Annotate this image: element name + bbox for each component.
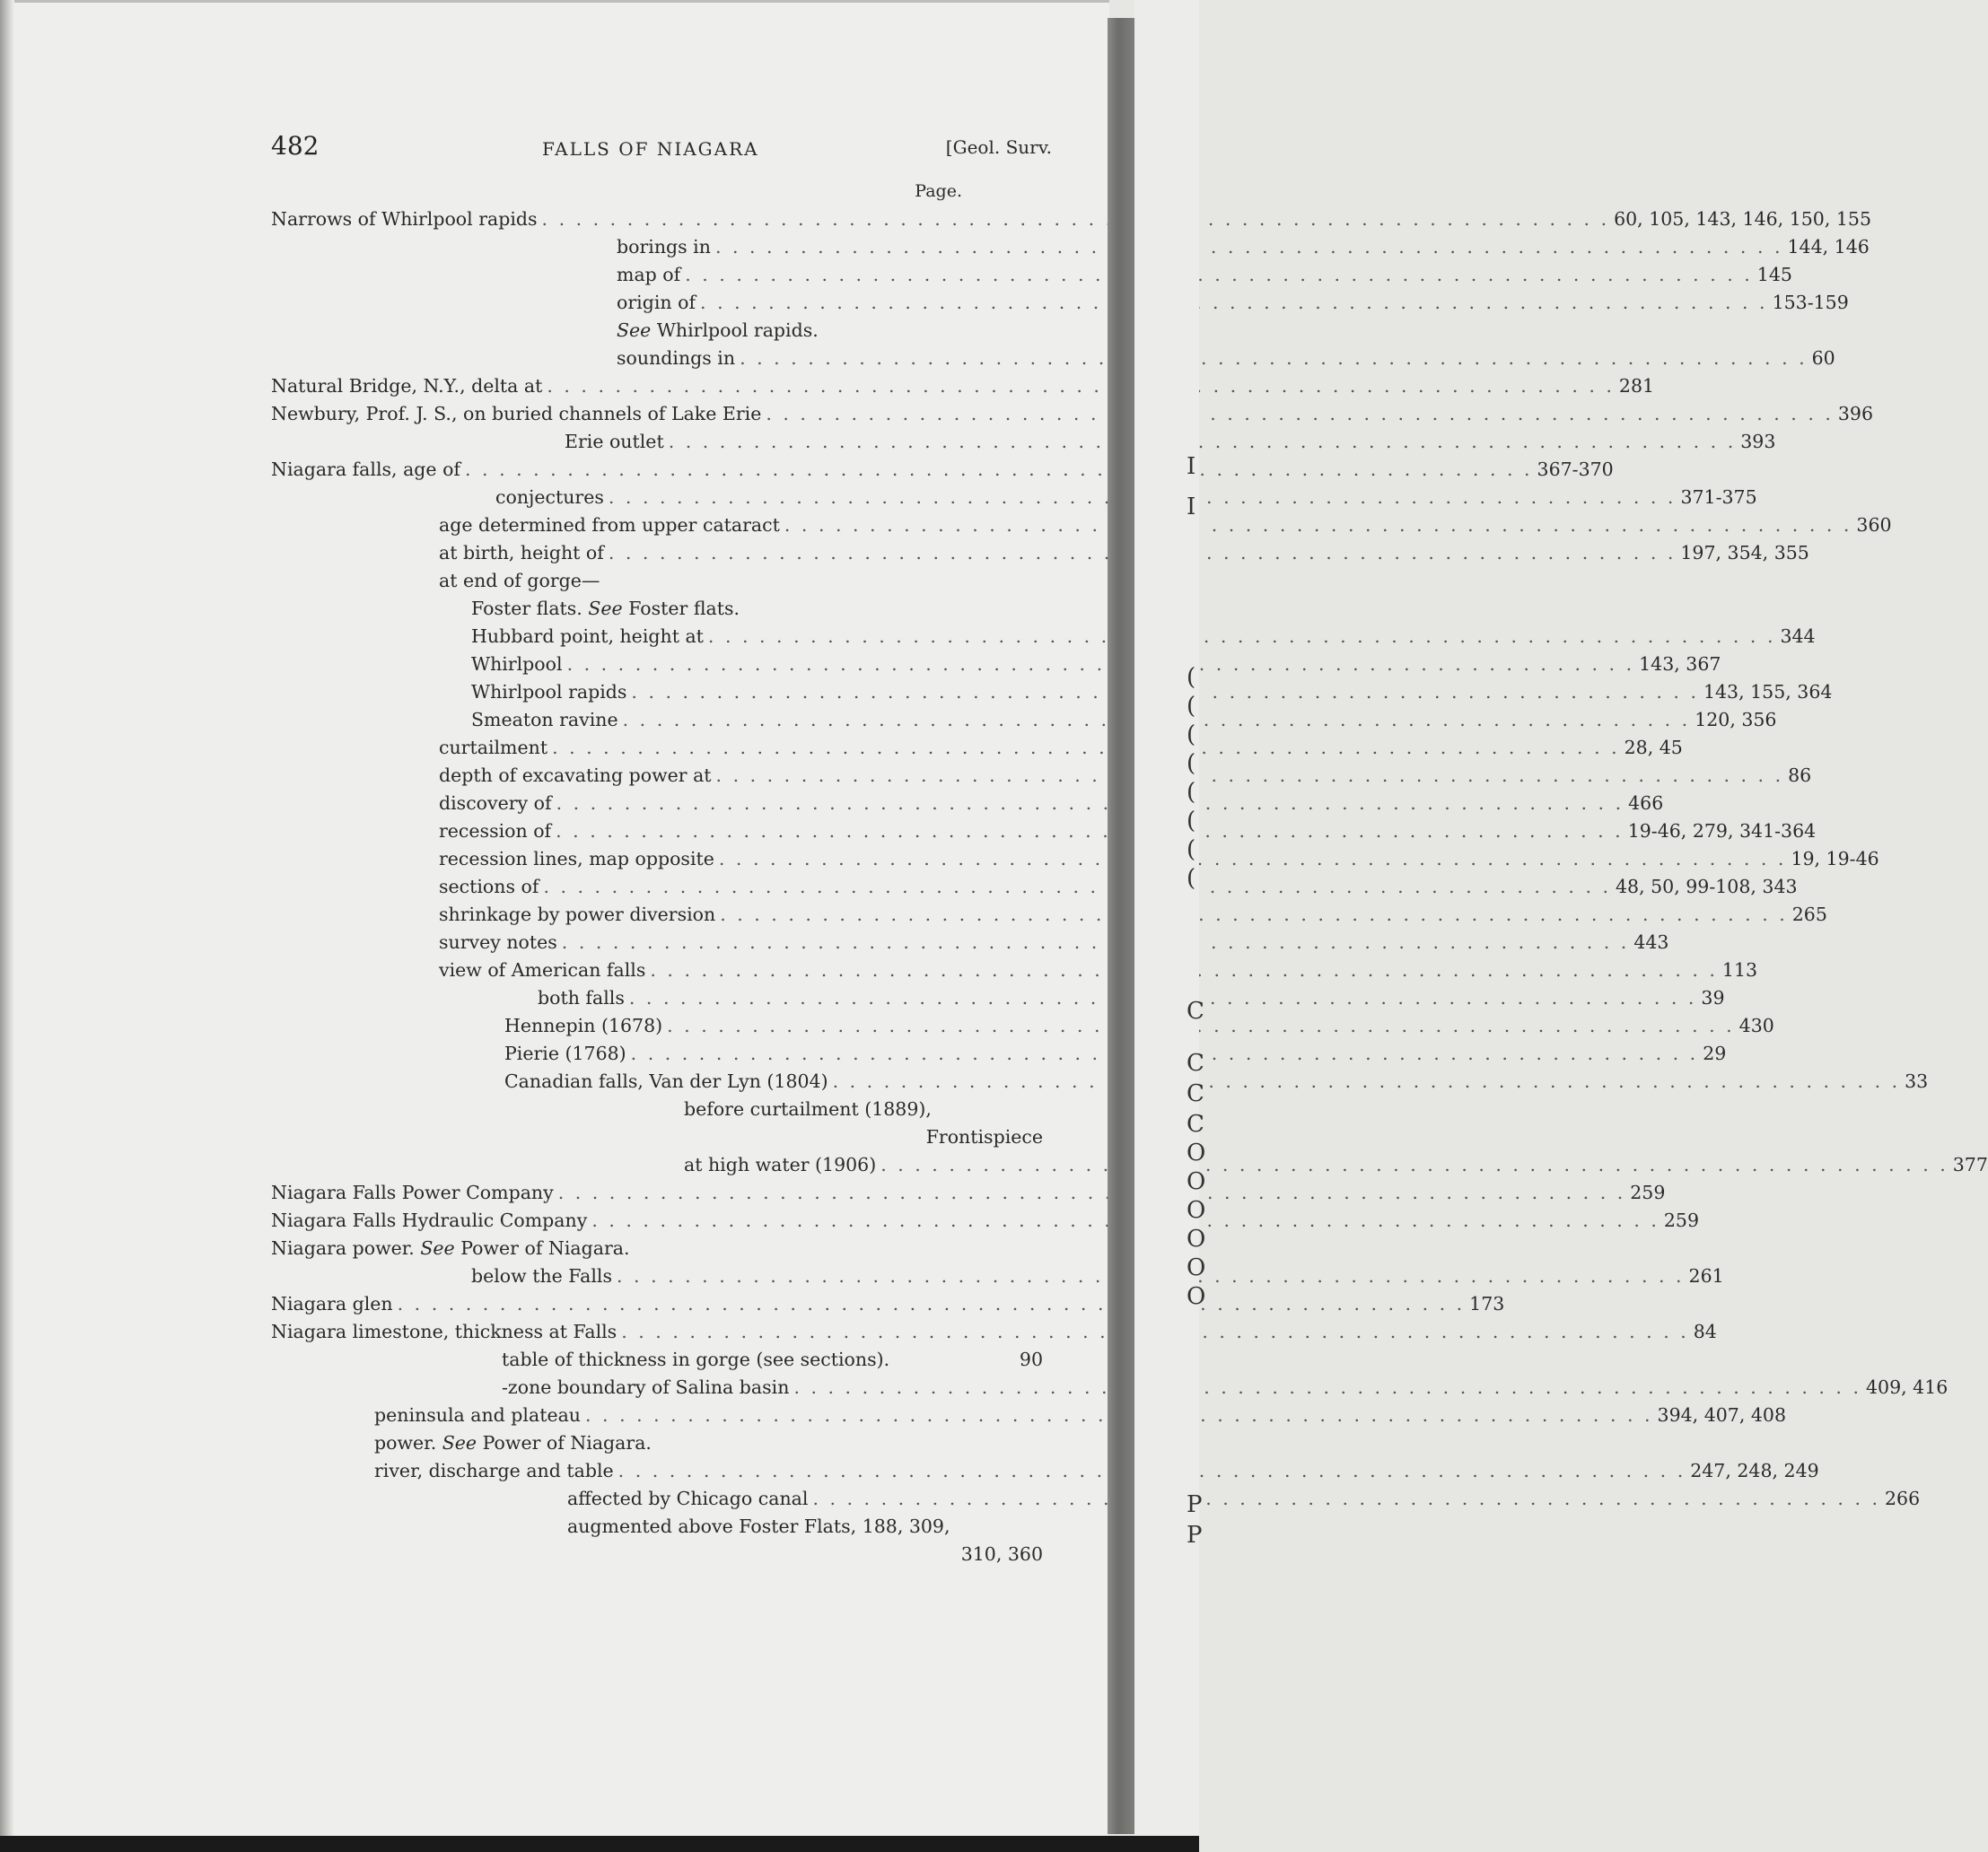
entry-heading: below the Falls [471, 1265, 612, 1287]
page-references: 86 [1788, 764, 1812, 786]
index-entry [271, 570, 1043, 598]
page-references: 281 [1618, 375, 1655, 397]
entry-text [439, 542, 604, 563]
index-entry [271, 764, 1812, 792]
entry-text [567, 1516, 950, 1537]
index-entry [271, 1349, 1043, 1376]
entry-text [567, 1488, 808, 1509]
index-entry [271, 820, 1817, 848]
page-references: 259 [1663, 1210, 1700, 1231]
running-header [271, 131, 1052, 167]
index-entry [271, 1265, 1724, 1293]
entry-heading: both falls [538, 987, 625, 1009]
entry-heading: Frontispiece [925, 1126, 1043, 1148]
adjacent-page-fragment: O [1187, 1168, 1206, 1195]
dot-leader [398, 1293, 1466, 1315]
entry-text [271, 403, 761, 424]
entry-text [502, 1349, 889, 1370]
entry-text [504, 1043, 626, 1064]
entry-heading: depth of excavating power at [439, 764, 712, 786]
entry-heading: Hennepin (1678) [504, 1015, 663, 1036]
entry-heading: Niagara falls, age of [271, 459, 460, 480]
entry-heading: power. [374, 1432, 437, 1454]
page-references: 173 [1469, 1293, 1505, 1315]
index-entry [271, 347, 1835, 375]
dot-leader [784, 514, 1852, 536]
adjacent-page-fragment: ( [1187, 750, 1196, 777]
adjacent-page-fragment: O [1187, 1283, 1206, 1310]
dot-leader [552, 737, 1620, 758]
see-reference: See [420, 1237, 455, 1259]
page-references: 197, 354, 355 [1680, 542, 1809, 563]
dot-leader [715, 236, 1783, 258]
running-title: FALLS OF NIAGARA [542, 138, 759, 160]
page-references: 409, 416 [1865, 1376, 1949, 1398]
page-references: 84 [1693, 1321, 1717, 1342]
index-entry [271, 1015, 1774, 1043]
entry-heading: conjectures [495, 486, 604, 508]
entry-heading: age determined from upper cataract [439, 514, 780, 536]
entry-text [684, 1154, 876, 1175]
dot-leader [562, 931, 1630, 953]
page-references: 19, 19-46 [1791, 848, 1879, 869]
entry-text [439, 514, 780, 536]
page-references: 90 [1019, 1349, 1043, 1370]
page-references: 60 [1811, 347, 1835, 369]
entry-heading: Smeaton ravine [471, 709, 618, 730]
index-entry [271, 709, 1777, 737]
entry-heading: Erie outlet [565, 431, 664, 452]
page-references: 443 [1633, 931, 1669, 953]
index-entry [271, 375, 1655, 403]
entry-text [271, 459, 460, 480]
entry-text [471, 681, 626, 703]
entry-heading: Niagara limestone, thickness at Falls [271, 1321, 617, 1342]
adjacent-page-fragment: O [1187, 1226, 1206, 1253]
index-entry [271, 1210, 1700, 1237]
page-references: 145 [1756, 264, 1792, 285]
page-references: 466 [1628, 792, 1664, 814]
entry-heading: Whirlpool rapids. [651, 319, 819, 341]
index-entry [271, 542, 1809, 570]
entry-heading: view of American falls [439, 959, 646, 981]
page-column-label: Page. [915, 181, 962, 201]
adjacent-page-fragment: C [1187, 1111, 1204, 1138]
entry-text [617, 292, 696, 313]
dot-leader [556, 792, 1625, 814]
entry-text [504, 1070, 828, 1092]
dot-leader [556, 820, 1624, 842]
dot-leader [719, 848, 1787, 869]
entry-text [271, 1321, 617, 1342]
adjacent-page-fragment: C [1187, 1050, 1204, 1077]
index-entry [271, 236, 1870, 264]
index-entry [271, 431, 1776, 459]
index-entry [271, 876, 1798, 904]
page-references: 377 [1952, 1154, 1988, 1175]
index-entry [271, 1460, 1819, 1488]
dot-leader [543, 876, 1611, 897]
series-note: [Geol. Surv. [945, 136, 1052, 158]
page-references: 393 [1740, 431, 1776, 452]
index-entry [271, 292, 1849, 319]
index-entry [271, 625, 1816, 653]
adjacent-page-fragment: C [1187, 1080, 1204, 1107]
page-references: 143, 155, 364 [1703, 681, 1833, 703]
dot-leader [542, 208, 1610, 230]
index-entry [271, 1321, 1717, 1349]
dot-leader [716, 764, 1784, 786]
index-entry [271, 486, 1757, 514]
index-entry [271, 737, 1683, 764]
entry-text [961, 1543, 1043, 1565]
entry-text [684, 1098, 932, 1120]
index-entries [271, 208, 1988, 1571]
entry-text [271, 1293, 393, 1315]
entry-text [439, 764, 712, 786]
entry-text [617, 264, 680, 285]
page-references: 143, 367 [1639, 653, 1721, 675]
dot-leader [740, 347, 1808, 369]
entry-text [439, 820, 551, 842]
dot-leader [833, 1070, 1901, 1092]
entry-text [374, 1404, 581, 1426]
entry-text [565, 431, 664, 452]
entry-heading: augmented above Foster Flats, 188, 309, [567, 1516, 950, 1537]
entry-text [617, 347, 735, 369]
page-references: 29 [1703, 1043, 1727, 1064]
entry-heading: Niagara Falls Power Company [271, 1182, 554, 1203]
dot-leader [547, 375, 1615, 397]
entry-text [374, 1432, 652, 1454]
index-entry [271, 848, 1879, 876]
page-references: 247, 248, 249 [1690, 1460, 1819, 1481]
page-references: 33 [1905, 1070, 1929, 1092]
dot-leader [558, 1182, 1626, 1203]
entry-heading: at high water (1906) [684, 1154, 877, 1175]
index-entry [271, 987, 1725, 1015]
see-target: Power of Niagara. [460, 1237, 630, 1259]
dot-leader [700, 292, 1768, 313]
adjacent-page-fragment: ( [1187, 693, 1196, 720]
adjacent-page-fragment: ( [1187, 836, 1196, 863]
entry-text [374, 1460, 614, 1481]
entry-heading: curtailment [439, 737, 548, 758]
entry-heading: Hubbard point, height at [471, 625, 704, 647]
index-entry [271, 792, 1664, 820]
entry-heading: borings in [617, 236, 711, 258]
entry-heading: at end of gorge— [439, 570, 600, 591]
adjacent-page-fragment: O [1187, 1197, 1206, 1224]
entry-heading: Newbury, Prof. J. S., on buried channels of Lake Erie [271, 403, 762, 424]
index-entry [271, 1126, 1043, 1154]
index-entry [271, 598, 1043, 625]
page-references: 60, 105, 143, 146, 150, 155 [1614, 208, 1871, 230]
dot-leader [880, 1154, 1949, 1175]
dot-leader [708, 625, 1776, 647]
page-references: 344 [1780, 625, 1816, 647]
entry-text [617, 236, 711, 258]
page-references: 394, 407, 408 [1657, 1404, 1786, 1426]
page-references: 19-46, 279, 341-364 [1627, 820, 1817, 842]
dot-leader [812, 1488, 1880, 1509]
index-entry [271, 1237, 1043, 1265]
entry-heading: Pierie (1768) [504, 1043, 626, 1064]
dot-leader [793, 1376, 1861, 1398]
index-entry [271, 514, 1892, 542]
adjacent-page-fragment: I [1187, 494, 1196, 520]
entry-text [471, 598, 740, 619]
left-page-edge [0, 0, 14, 1852]
top-edge [0, 0, 1109, 3]
index-entry [271, 1293, 1505, 1321]
page-references: 430 [1738, 1015, 1774, 1036]
entry-text [504, 1015, 662, 1036]
adjacent-page-fragment: O [1187, 1254, 1206, 1281]
page-references: 371-375 [1680, 486, 1757, 508]
entry-text [439, 737, 547, 758]
entry-text [439, 904, 715, 925]
entry-text [271, 375, 542, 397]
index-entry [271, 653, 1721, 681]
entry-heading: Niagara power. [271, 1237, 415, 1259]
page-references: 259 [1630, 1182, 1666, 1203]
index-entry [271, 1043, 1727, 1070]
index-entry [271, 1516, 1043, 1543]
entry-heading: Whirlpool [471, 653, 563, 675]
entry-heading: shrinkage by power diversion [439, 904, 716, 925]
adjacent-page-fragment: ( [1187, 808, 1196, 834]
entry-text [471, 1265, 612, 1287]
entry-heading: Natural Bridge, N.Y., delta at [271, 375, 543, 397]
index-entry [271, 681, 1833, 709]
adjacent-page-fragment: C [1187, 998, 1204, 1025]
page-references: 396 [1837, 403, 1874, 424]
page-references: 367-370 [1537, 459, 1614, 480]
dot-leader [669, 431, 1737, 452]
index-entry [271, 959, 1758, 987]
entry-heading: 310, 360 [960, 1543, 1043, 1565]
see-target: Power of Niagara. [482, 1432, 652, 1454]
page-references: 39 [1701, 987, 1725, 1009]
dot-leader [720, 904, 1788, 925]
entry-text [439, 848, 714, 869]
index-entry [271, 459, 1614, 486]
page-references: 360 [1856, 514, 1892, 536]
index-entry [271, 403, 1874, 431]
index-entry [271, 1432, 1043, 1460]
adjacent-page-fragment: ( [1187, 865, 1196, 892]
entry-text [271, 208, 538, 230]
entry-text [538, 987, 625, 1009]
entry-text [926, 1126, 1043, 1148]
see-reference: See [617, 319, 652, 341]
page-references: 261 [1688, 1265, 1724, 1287]
entry-heading: soundings in [617, 347, 736, 369]
dot-leader [465, 459, 1533, 480]
entry-text [271, 1182, 554, 1203]
page-number: 482 [271, 131, 320, 161]
entry-heading: recession lines, map opposite [439, 848, 714, 869]
page-references: 120, 356 [1695, 709, 1777, 730]
entry-text [439, 876, 539, 897]
index-entry [271, 1182, 1666, 1210]
adjacent-page-fragment: O [1187, 1140, 1206, 1166]
see-reference: See [588, 598, 623, 619]
entry-heading: Niagara Falls Hydraulic Company [271, 1210, 588, 1231]
index-entry [271, 319, 1043, 347]
page-references: 153-159 [1772, 292, 1849, 313]
entry-heading: survey notes [439, 931, 557, 953]
page-references: 144, 146 [1787, 236, 1870, 258]
index-entry [271, 1376, 1949, 1404]
dot-leader [766, 403, 1834, 424]
entry-text [439, 792, 552, 814]
index-entry [271, 264, 1792, 292]
entry-text [439, 931, 557, 953]
index-entry [271, 1098, 1043, 1126]
entry-text [502, 1376, 789, 1398]
entry-heading: Whirlpool rapids [471, 681, 627, 703]
scan-border [0, 1836, 1199, 1852]
see-target: Foster flats. [628, 598, 740, 619]
page-references: 265 [1791, 904, 1827, 925]
entry-heading: discovery of [439, 792, 552, 814]
adjacent-page-fragment: P [1187, 1491, 1203, 1518]
entry-heading: before curtailment (1889), [684, 1098, 932, 1120]
page-references: 48, 50, 99-108, 343 [1616, 876, 1798, 897]
adjacent-page-fragment: ( [1187, 664, 1196, 691]
entry-heading: river, discharge and table [374, 1460, 614, 1481]
dot-leader [567, 653, 1635, 675]
entry-heading: -zone boundary of Salina basin [502, 1376, 790, 1398]
index-entry [271, 904, 1827, 931]
entry-heading: sections of [439, 876, 539, 897]
page-references: 266 [1885, 1488, 1921, 1509]
entry-heading: Niagara glen [271, 1293, 393, 1315]
index-entry [271, 208, 1871, 236]
entry-heading: Foster flats. [471, 598, 582, 619]
entry-heading: map of [617, 264, 681, 285]
index-entry [271, 1488, 1921, 1516]
entry-heading: Narrows of Whirlpool rapids [271, 208, 538, 230]
book-spine [1108, 18, 1134, 1834]
entry-text [471, 625, 704, 647]
adjacent-page-fragment: I [1187, 453, 1196, 480]
adjacent-page-fragment: P [1187, 1522, 1203, 1549]
entry-heading: origin of [617, 292, 696, 313]
page-references: 28, 45 [1624, 737, 1683, 758]
entry-text [439, 959, 645, 981]
entry-text [495, 486, 604, 508]
dot-leader [685, 264, 1753, 285]
index-entry [271, 1070, 1929, 1098]
adjacent-page-fragment: ( [1187, 721, 1196, 748]
entry-text [471, 709, 618, 730]
index-entry [271, 931, 1669, 959]
adjacent-page [1134, 0, 1199, 1852]
entry-text [617, 319, 819, 341]
entry-heading: table of thickness in gorge (see sections). [502, 1349, 890, 1370]
entry-heading: at birth, height of [439, 542, 604, 563]
entry-heading: peninsula and plateau [374, 1404, 581, 1426]
entry-heading: affected by Chicago canal [567, 1488, 809, 1509]
index-entry [271, 1154, 1988, 1182]
entry-text [271, 1237, 630, 1259]
entry-text [271, 1210, 587, 1231]
index-entry [271, 1404, 1786, 1432]
entry-text [439, 570, 600, 591]
page-references: 113 [1721, 959, 1758, 981]
see-reference: See [442, 1432, 477, 1454]
entry-heading: recession of [439, 820, 552, 842]
entry-text [471, 653, 563, 675]
index-entry [271, 1543, 1043, 1571]
entry-heading: Canadian falls, Van der Lyn (1804) [504, 1070, 828, 1092]
adjacent-page-fragment: ( [1187, 779, 1196, 806]
